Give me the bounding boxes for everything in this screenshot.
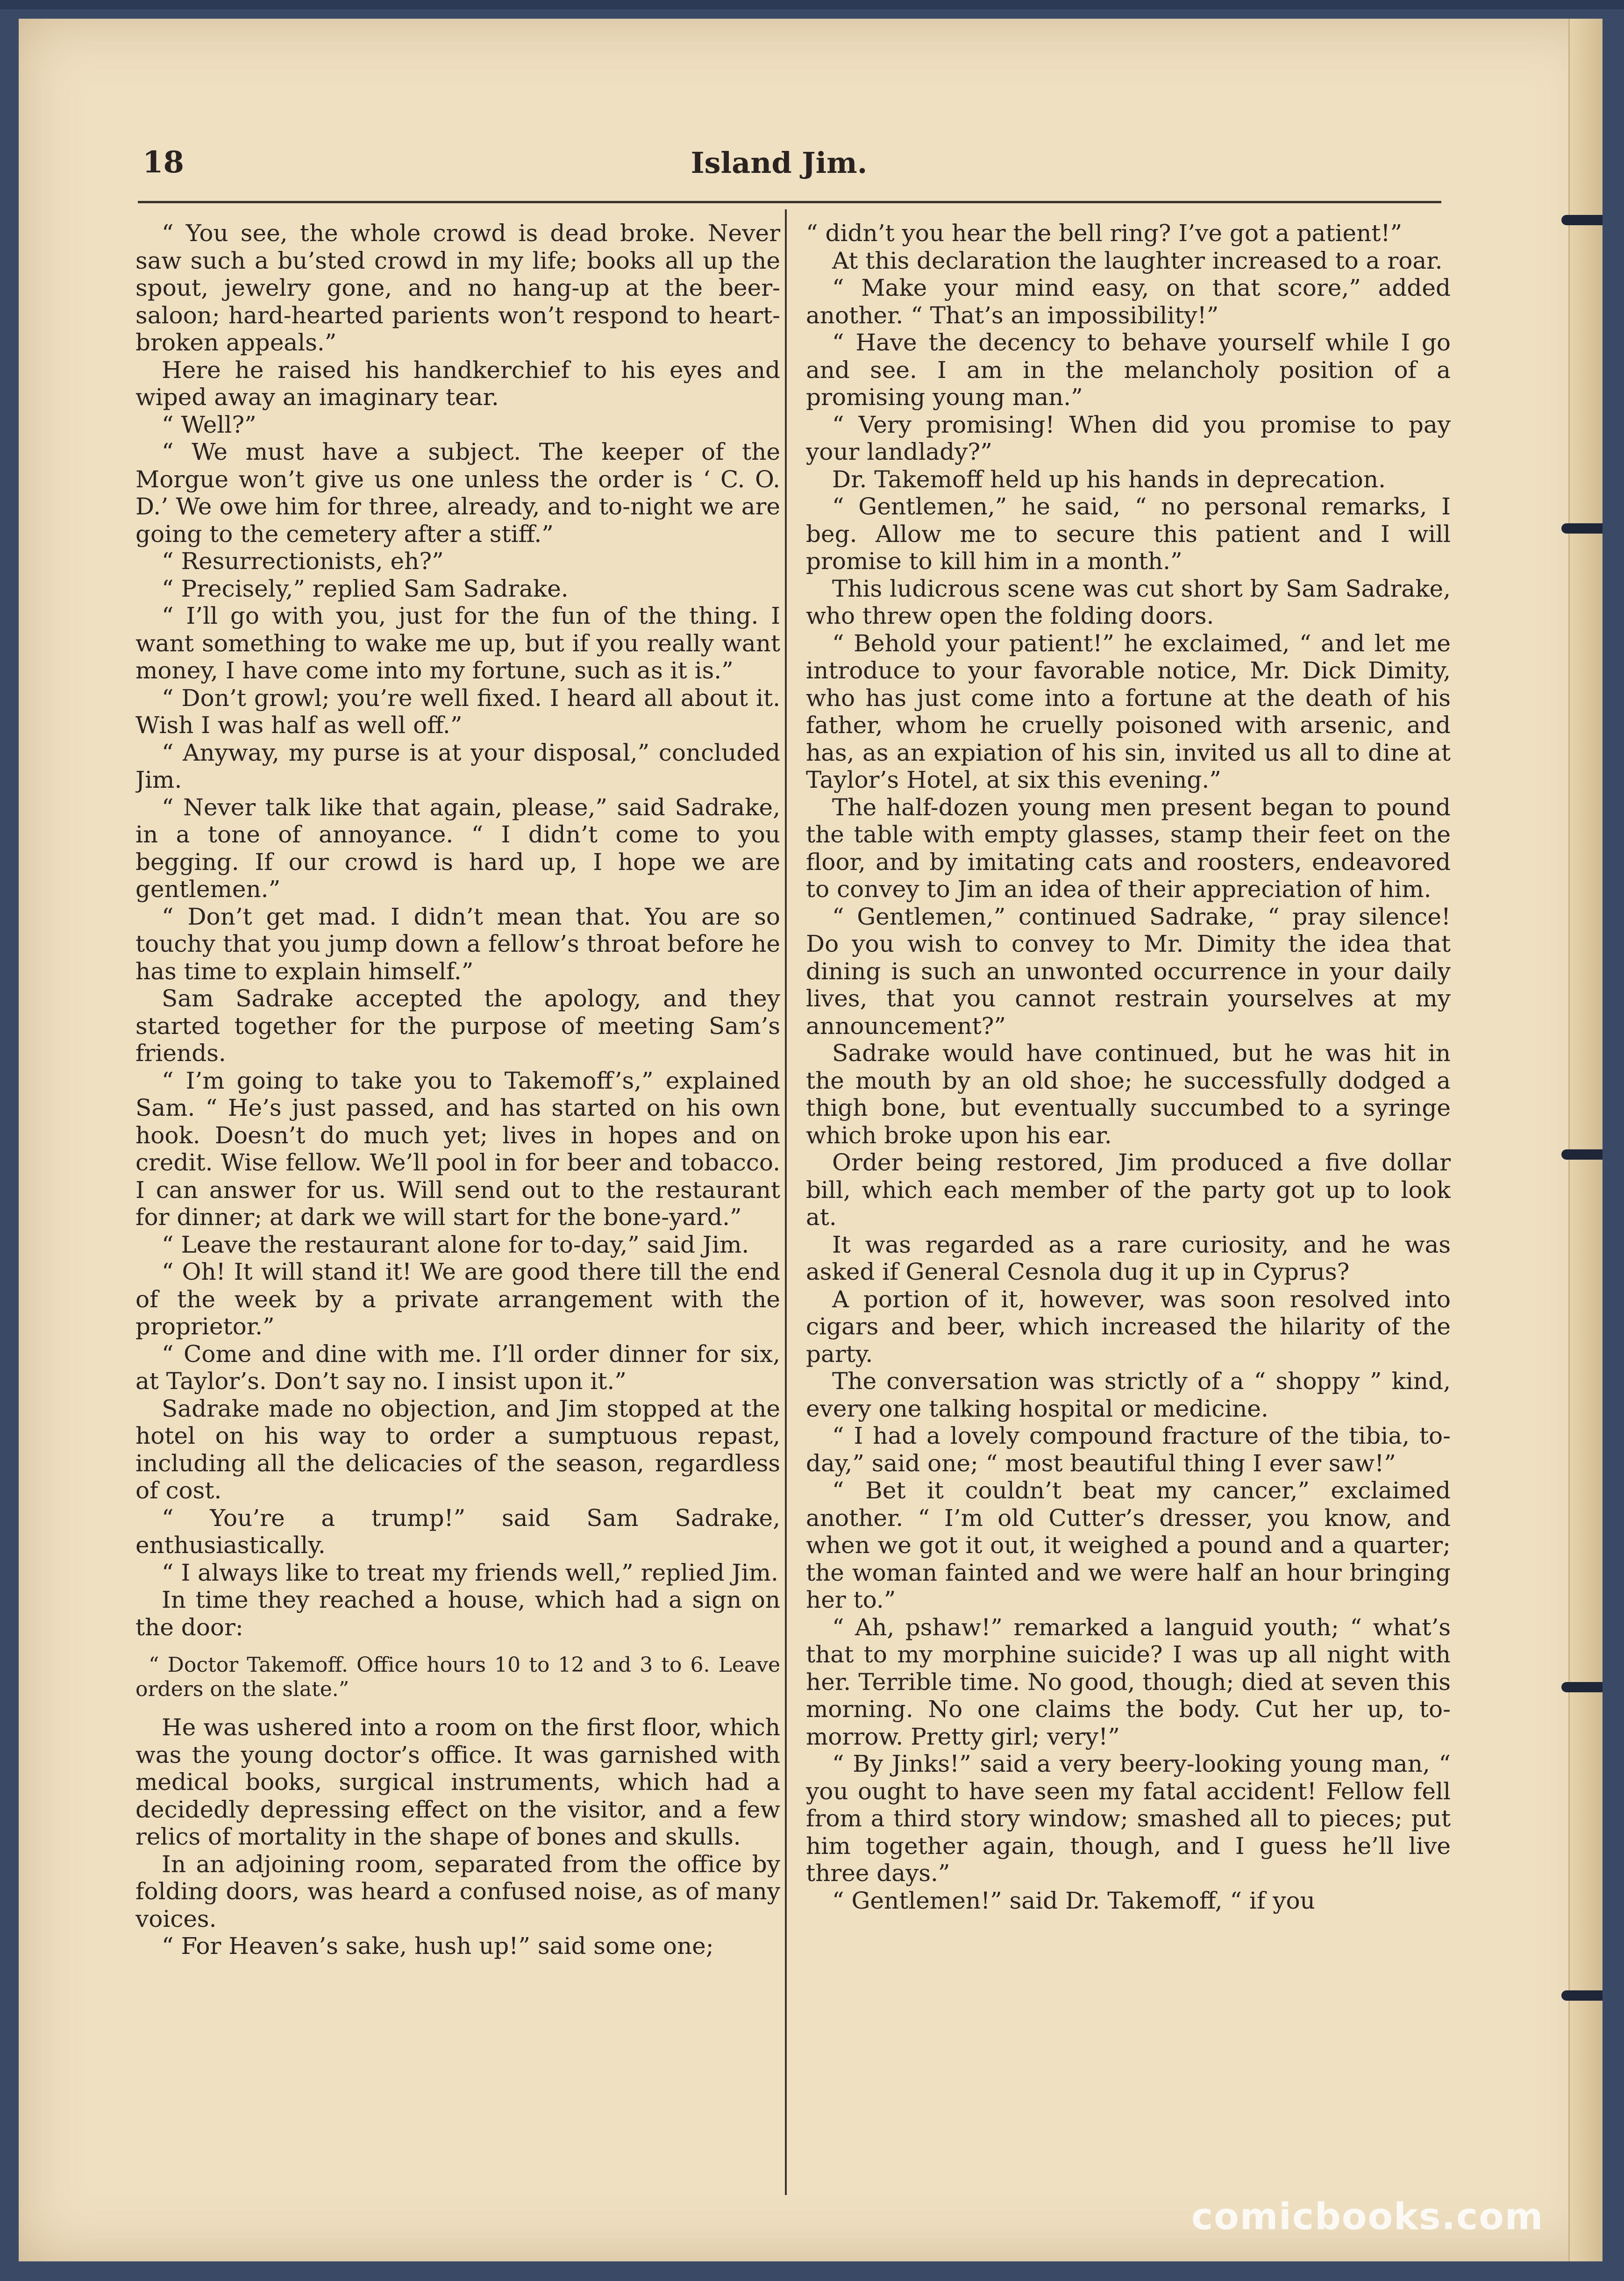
paragraph: “ Never talk like that again, please,” said Sadrake, in a tone of annoyance. “ I didn’t come to you begging. If our crowd is hard up, I hope we are gentlemen.” — [135, 793, 780, 903]
paragraph: “ I’m going to take you to Takemoff’s,” explained Sam. “ He’s just passed, and has started on his own hook. Doesn’t do much yet; lives in hopes and on credit. Wise fellow. We’ll pool in for beer and tobacco. I can answer for us. Will send out to the restaurant for dinner; at dark we will start for the bone-yard.” — [135, 1067, 780, 1231]
paragraph: “ Gentlemen,” continued Sadrake, “ pray silence! Do you wish to convey to Mr. Dimity the idea that dining is such an unwonted occurrence in your daily lives, that you cannot restrain yourselves at my announcement?” — [806, 903, 1451, 1040]
right-column — [806, 220, 1451, 2191]
paragraph: Sadrake would have continued, but he was hit in the mouth by an old shoe; he successfully dodged a thigh bone, but eventually succumbed to a syringe which broke upon his ear. — [806, 1040, 1451, 1149]
paragraph: Here he raised his handkerchief to his eyes and wiped away an imaginary tear. — [135, 356, 780, 411]
binding-tear-mark — [1561, 1149, 1603, 1160]
paragraph: In time they reached a house, which had a sign on the door: — [135, 1586, 780, 1641]
paragraph: “ Well?” — [162, 411, 256, 438]
paragraph: The conversation was strictly of a “ shoppy ” kind, every one talking hospital or medicine. — [806, 1368, 1451, 1422]
page-number: 18 — [142, 145, 185, 180]
paragraph: The half-dozen young men present began to pound the table with empty glasses, stamp their feet on the floor, and by imitating cats and roosters, endeavored to convey to Jim an idea of their appreciation of him. — [806, 793, 1451, 903]
paragraph: He was ushered into a room on the first floor, which was the young doctor’s office. It was garnished with medical books, surgical instruments, which had a decidedly depressing effect on the visitor, and a few relics of mortality in the shape of bones and skulls. — [135, 1714, 780, 1850]
paragraph: “ Anyway, my purse is at your disposal,” concluded Jim. — [135, 739, 780, 793]
binding-tear-mark — [1561, 1990, 1603, 2001]
paragraph: Dr. Takemoff held up his hands in deprecation. — [832, 465, 1386, 493]
column-divider — [785, 209, 787, 2195]
paragraph: “ Come and dine with me. I’ll order dinner for six, at Taylor’s. Don’t say no. I insist upon it.” — [135, 1340, 780, 1395]
binding-tear-mark — [1561, 1682, 1603, 1692]
paragraph: “ By Jinks!” said a very beery-looking young man, “ you ought to have seen my fatal accident! Fellow fell from a third story window; smashed all to pieces; put him together again, though, and I guess he’ll live three days.” — [806, 1750, 1451, 1887]
paragraph: “ Gentlemen!” said Dr. Takemoff, “ if you — [832, 1887, 1315, 1914]
page-spine-edge — [1568, 19, 1603, 2261]
paragraph: “ I always like to treat my friends well,” replied Jim. — [162, 1559, 778, 1586]
watermark: comicbooks.com — [1191, 2196, 1544, 2238]
binding-tear-mark — [1561, 523, 1603, 534]
paragraph: “ Bet it couldn’t beat my cancer,” exclaimed another. “ I’m old Cutter’s dresser, you know, and when we got it out, it weighed a pound and a quarter; the woman fainted and we were half an hour bringing her to.” — [806, 1477, 1451, 1613]
paragraph: “ You see, the whole crowd is dead broke. Never saw such a bu’sted crowd in my life; books all up the spout, jewelry gone, and no hang-up at the beer-saloon; hard-hearted parients won’t respond to heart-broken appeals.” — [135, 220, 780, 356]
paragraph: “ Have the decency to behave yourself while I go and see. I am in the melancholy position of a promising young man.” — [806, 329, 1451, 411]
header-rule — [138, 201, 1441, 203]
paragraph: “ didn’t you hear the bell ring? I’ve got a patient!” — [806, 220, 1403, 247]
left-column — [135, 220, 780, 2191]
paragraph: A portion of it, however, was soon resolved into cigars and beer, which increased the hilarity of the party. — [806, 1285, 1451, 1368]
paragraph: “ Very promising! When did you promise to pay your landlady?” — [806, 411, 1451, 465]
binding-tear-mark — [1561, 215, 1603, 225]
paragraph: Order being restored, Jim produced a five dollar bill, which each member of the party got up to look at. — [806, 1149, 1451, 1231]
paragraph: It was regarded as a rare curiosity, and he was asked if General Cesnola dug it up in Cyprus? — [806, 1231, 1451, 1285]
paragraph: “ Precisely,” replied Sam Sadrake. — [162, 575, 569, 602]
paragraph: “ I’ll go with you, just for the fun of the thing. I want something to wake me up, but if you really want money, I have come into my fortune, such as it is.” — [135, 602, 780, 684]
paragraph: Sadrake made no objection, and Jim stopped at the hotel on his way to order a sumptuous repast, including all the delicacies of the season, regardless of cost. — [135, 1395, 780, 1504]
paragraph: This ludicrous scene was cut short by Sam Sadrake, who threw open the folding doors. — [806, 575, 1451, 629]
paragraph: “ You’re a trump!” said Sam Sadrake, enthusiastically. — [135, 1504, 780, 1559]
paragraph: “ Leave the restaurant alone for to-day,” said Jim. — [162, 1231, 749, 1258]
running-header — [119, 135, 1439, 192]
paragraph: “ Gentlemen,” he said, “ no personal remarks, I beg. Allow me to secure this patient and I will promise to kill him in a month.” — [806, 493, 1451, 575]
paragraph: “ Make your mind easy, on that score,” added another. “ That’s an impossibility!” — [806, 274, 1451, 329]
paragraph: At this declaration the laughter increased to a roar. — [832, 247, 1443, 274]
paragraph: Sam Sadrake accepted the apology, and they started together for the purpose of meeting Sam’s friends. — [135, 985, 780, 1067]
paragraph: “ Don’t growl; you’re well fixed. I heard all about it. Wish I was half as well off.” — [135, 684, 780, 739]
paragraph: “ We must have a subject. The keeper of the Morgue won’t give us one unless the order is ‘ C. O. D.’ We owe him for three, already, and to-night we are going to the cemetery after a stiff.” — [135, 438, 780, 548]
paragraph: “ Don’t get mad. I didn’t mean that. You are so touchy that you jump down a fellow’s throat before he has time to explain himself.” — [135, 903, 780, 985]
paragraph: “ Behold your patient!” he exclaimed, “ and let me introduce to your favorable notice, Mr. Dick Dimity, who has just come into a fortune at the death of his father, whom he cruelly poisoned with arsenic, and has, as an expiation of his sin, invited us all to dine at Taylor’s Hotel, at six this evening.” — [806, 629, 1451, 793]
page-title: Island Jim. — [691, 146, 868, 180]
paragraph: “ Oh! It will stand it! We are good there till the end of the week by a private arrangement with the proprietor.” — [135, 1258, 780, 1340]
paragraph: “ Ah, pshaw!” remarked a languid youth; “ what’s that to my morphine suicide? I was up all night with her. Terrible time. No good, though; died at seven this morning. No one claims the body. Cut her up, to-morrow. Pretty girl; very!” — [806, 1613, 1451, 1750]
paragraph: “ I had a lovely compound fracture of the tibia, to-day,” said one; “ most beautiful thing I ever saw!” — [806, 1422, 1451, 1477]
door-sign-text: “ Doctor Takemoff. Office hours 10 to 12 and 3 to 6. Leave orders on the slate.” — [135, 1653, 780, 1701]
paragraph: “ For Heaven’s sake, hush up!” said some one; — [162, 1932, 714, 1960]
paragraph: In an adjoining room, separated from the office by folding doors, was heard a confused noise, as of many voices. — [135, 1850, 780, 1932]
scan-background-top — [0, 0, 1624, 9]
paragraph: “ Resurrectionists, eh?” — [162, 548, 444, 575]
